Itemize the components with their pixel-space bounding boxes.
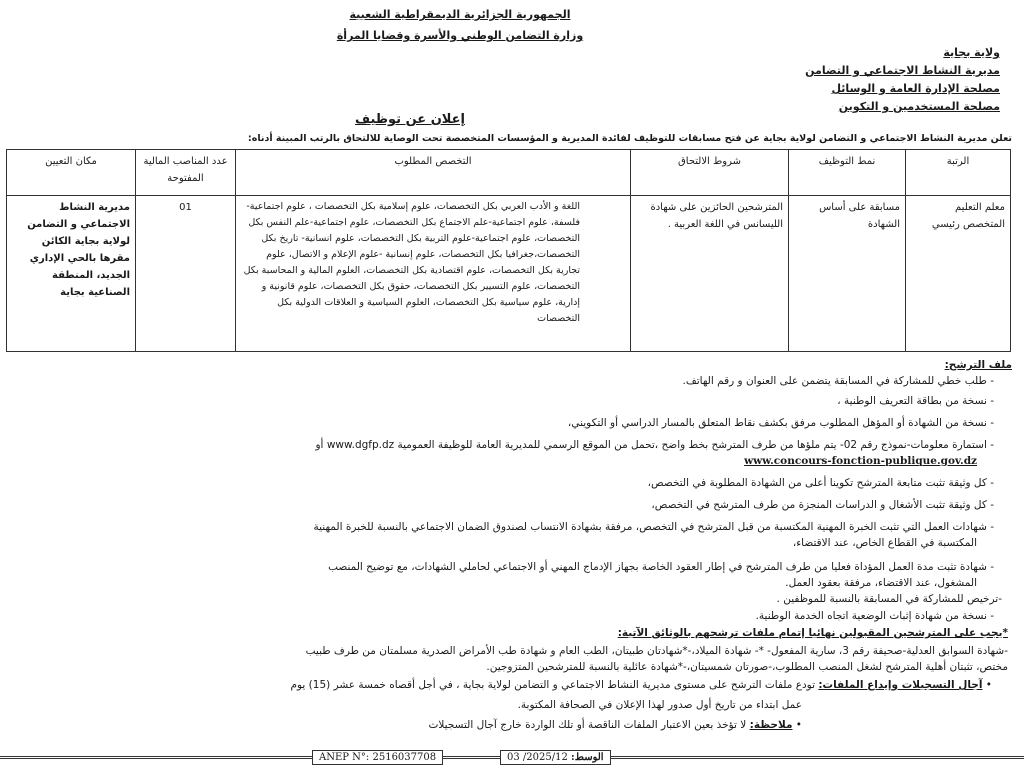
- table-header: نمط التوظيف: [789, 150, 906, 196]
- service-label: مصلحة المستخدمين و التكوين: [838, 100, 1000, 113]
- table-cell: معلم التعليم المتخصص رئيسي: [906, 196, 1011, 352]
- directorate-label: مديرية النشاط الاجتماعي و التضامن: [805, 64, 1000, 77]
- deadline-text: تودع ملفات الترشح على مستوى مديرية النشاط الاجتماعي و التضامن لولاية بجاية ، في أجل أقصاه خمسة عشر (15) يوم: [290, 679, 816, 691]
- deadline-text-cont: عمل ابتداء من تاريخ أول صدور لهذا الإعلان في الصحافة المكتوبة.: [517, 699, 802, 711]
- republic-heading: الجمهورية الجزائرية الديمقراطية الشعبية: [349, 8, 571, 21]
- note-item: • ملاحظة: لا تؤخذ بعين الاعتبار الملفات الناقصة أو تلك الواردة خارج آجال التسجيلات: [428, 719, 802, 731]
- list-item: -ترخيص للمشاركة في المسابقة بالنسبة للموظفين .: [776, 593, 1002, 605]
- table-header: مكان التعيين: [7, 150, 136, 196]
- list-item: - كل وثيقة تثبت الأشغال و الدراسات المنجزة من طرف المترشح في التخصص،: [651, 499, 994, 511]
- list-item: المشغول، عند الاقتضاء، مرفقة بعقود العمل.: [785, 577, 977, 589]
- requirements-list: [10, 356, 1012, 756]
- anep-number: ANEP N°: 2516037708: [312, 750, 443, 765]
- newspaper-name: الوسط:: [571, 752, 604, 763]
- list-item: - شهادة تثبت مدة العمل المؤداة فعليا من طرف المترشح في إطار العقود الخاصة بجهاز الإدماج المهني أو الاجتماعي لحاملي الشهادات، مع توضيح المنصب: [328, 561, 994, 573]
- wilaya-label: ولاية بجاية: [943, 46, 1000, 59]
- table-cell: المترشحين الحائزين على شهادة الليسانس في اللغة العربية .: [631, 196, 789, 352]
- note-text: لا تؤخذ بعين الاعتبار الملفات الناقصة أو تلك الواردة خارج آجال التسجيلات: [428, 719, 747, 731]
- final-docs-title: *يجب على المترشحين المقبولين نهائيا إتمام ملفات ترشحهم بالوثائق الآتية:: [617, 627, 1008, 639]
- list-item: - كل وثيقة تثبت متابعة المترشح تكوينا أعلى من الشهادة المطلوبة في التخصص،: [647, 477, 994, 489]
- list-item: - شهادات العمل التي تثبت الخبرة المهنية المكتسبة من قبل المترشح في التخصص، مرفقة بشهادة الانتساب لصندوق الضمان الاجتماعي بالنسبة للخبرة المهنية: [313, 521, 994, 533]
- table-header: الرتبة: [906, 150, 1011, 196]
- table-header: التخصص المطلوب: [236, 150, 631, 196]
- publication-date: [500, 750, 611, 765]
- list-item: - طلب خطي للمشاركة في المسابقة يتضمن على العنوان و رقم الهاتف.: [682, 375, 994, 387]
- table-cell: مسابقة على أساس الشهادة: [789, 196, 906, 352]
- list-item: - نسخة من بطاقة التعريف الوطنية ،: [837, 395, 994, 407]
- list-item: - نسخة من شهادة إثبات الوضعية اتجاه الخدمة الوطنية.: [755, 610, 994, 622]
- ministry-heading: وزارة التضامن الوطني والأسرة وقضايا المرأة: [336, 29, 584, 42]
- table-header: عدد المناصب المالية المفتوحة: [136, 150, 236, 196]
- deadline-label: آجال التسجيلات وإيداع الملفات:: [818, 679, 983, 691]
- deadline-item: • آجال التسجيلات وإيداع الملفات: تودع ملفات الترشح على مستوى مديرية النشاط الاجتماعي و التضامن لولاية بجاية ، في أجل أقصاه خمسة عشر (15) يوم: [290, 679, 992, 691]
- table-cell: اللغة و الأدب العربي بكل التخصصات، علوم إسلامية بكل التخصصات ، علوم اجتماعية- فلسفة، علوم اجتماعية-علم الاجتماع بكل التخصصات، علوم اجتماعية-علم النفس بكل التخصصات، علوم اجتماعية-علوم التربية بكل التخصصات، علوم انسانية- تاريخ بكل التخصصات،جغرافيا بكل التخصصات، علوم إنسانية -علوم الإعلام و الاتصال، علوم تجارية بكل التخصصات، علوم اقتصادية بكل التخصصات، العلوم المالية و المحاسبة بكل التخصصات، علوم التسيير بكل التخصصات، حقوق بكل التخصصات، علوم قانونية و إدارية، علوم سياسية بكل التخصصات، العلوم السياسية و العلاقات الدولية بكل التخصصات: [236, 196, 631, 352]
- note-label: ملاحظة:: [749, 719, 793, 731]
- announcement-title: إعلان عن توظيف: [355, 112, 465, 127]
- list-item: - نسخة من الشهادة أو المؤهل المطلوب مرفق بكشف نقاط المتعلق بالمسار الدراسي أو التكويني،: [567, 417, 994, 429]
- table-cell: 01: [136, 196, 236, 352]
- table-header: شروط الالتحاق: [631, 150, 789, 196]
- website-link[interactable]: www.concours-fonction-publique.gov.dz: [744, 455, 977, 467]
- list-item: المكتسبة في القطاع الخاص، عند الاقتضاء،: [792, 537, 977, 549]
- list-item: - استمارة معلومات-نموذج رقم 02- يتم ملؤها من طرف المترشح بخط واضح ،تحمل من الموقع الرسمي للمديرية العامة للوظيفة العمومية www.dgfp.dz أو: [315, 439, 994, 451]
- table-cell: مديرية النشاط الاجتماعي و التضامن لولاية بجاية الكائن مقرها بالحي الإداري الجديد، المنطقة الصناعية بجاية: [7, 196, 136, 352]
- service-label: مصلحة الإدارة العامة و الوسائل: [831, 82, 1000, 95]
- table-row: [7, 196, 1011, 352]
- footer: [0, 752, 1024, 766]
- intro-text: تعلن مديرية النشاط الاجتماعي و التضامن لولاية بجاية عن فتح مسابقات للتوظيف لفائدة المديرية و المؤسسات المتخصصة تحت الوصاية للالتحاق بالرتب المبينة أدناه:: [247, 133, 1012, 144]
- date: 2025/12/ 03: [507, 752, 568, 763]
- recruitment-table: [6, 149, 1011, 352]
- list-item: -شهادة السوابق العدلية-صحيفة رقم 3، سارية المفعول- *- شهادة الميلاد،-*شهادتان طبيتان، الطب العام و شهادة طب الأمراض الصدرية مسلمتان من طرف طبيب: [305, 645, 1008, 657]
- list-item: مختص، تثبتان أهلية المترشح لشغل المنصب المطلوب،-صورتان شمسيتان،-*شهادة عائلية بالنسبة للمترشحين المتزوجين.: [486, 661, 1008, 673]
- dossier-title: ملف الترشح:: [944, 359, 1012, 371]
